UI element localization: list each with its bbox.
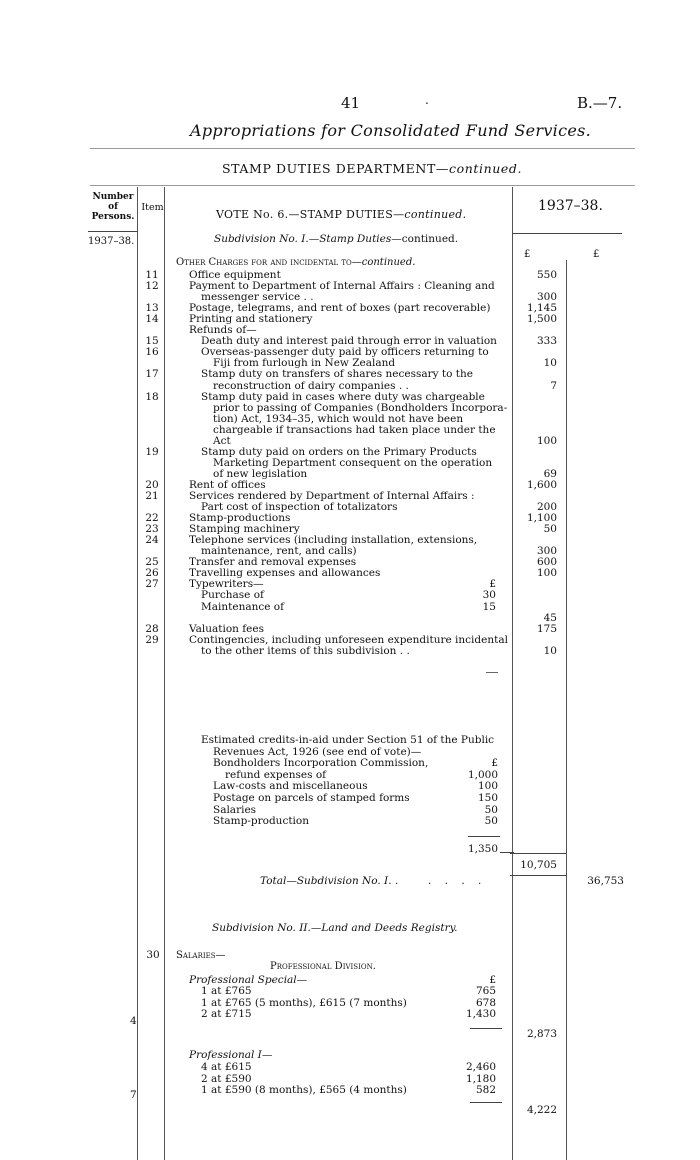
salary-line: 1 at £590 (8 months), £565 (4 months) bbox=[201, 1084, 407, 1096]
credit-line: Postage on parcels of stamped forms bbox=[213, 792, 410, 804]
line-description: Typewriters— bbox=[189, 578, 264, 591]
item-number: 30 bbox=[146, 949, 160, 961]
professional-1-heading: Professional I— bbox=[189, 1049, 273, 1061]
salary-amount: 1,180 bbox=[465, 1072, 496, 1085]
line-description: Stamp-productions bbox=[189, 512, 291, 525]
line-description: Rent of offices bbox=[189, 478, 266, 491]
department-continued: continued. bbox=[449, 161, 523, 176]
line-description: Postage, telegrams, and rent of boxes (part recoverable) bbox=[189, 302, 491, 315]
inner-amount: 30 bbox=[482, 589, 496, 602]
year-header-left: 1937–38. bbox=[88, 236, 135, 247]
special-sum-rule bbox=[470, 1028, 502, 1029]
credits-total: 1,350 bbox=[467, 843, 498, 855]
line-amount: 1,600 bbox=[526, 478, 557, 491]
line-description: reconstruction of dairy companies . . bbox=[213, 379, 409, 392]
item-number: 19 bbox=[145, 445, 159, 458]
credit-amount: 100 bbox=[477, 780, 498, 793]
salaries-heading: Salaries— bbox=[176, 950, 226, 961]
line-description: Death duty and interest paid through error in valuation bbox=[201, 335, 497, 348]
item-number: 11 bbox=[145, 269, 159, 281]
line-description: Contingencies, including unforeseen expenditure incidental bbox=[189, 633, 508, 646]
line-amount: 175 bbox=[536, 622, 557, 635]
line-description: Telephone services (including installation, extensions, bbox=[189, 534, 478, 547]
line-description: Part cost of inspection of totalizators bbox=[201, 501, 398, 514]
credit-amount: 50 bbox=[484, 815, 498, 828]
subdivision-1-total-label: Total—Subdivision No. I. . bbox=[260, 875, 399, 887]
professional-division-heading: Professional Division. bbox=[270, 961, 376, 972]
line-description: Office equipment bbox=[189, 269, 281, 281]
line-description: to the other items of this subdivision . . bbox=[201, 644, 410, 657]
line-amount: 300 bbox=[536, 291, 557, 304]
item-number: 12 bbox=[145, 280, 159, 293]
line-amount: 300 bbox=[536, 545, 557, 558]
line-amount: 7 bbox=[550, 379, 557, 392]
column-rule bbox=[512, 187, 513, 1160]
item-number: 26 bbox=[145, 567, 159, 580]
column-rule bbox=[137, 187, 138, 1160]
persons-header-line: of bbox=[108, 202, 118, 212]
line-description: Fiji from furlough in New Zealand bbox=[213, 357, 396, 370]
line-amount: 1,145 bbox=[526, 302, 557, 315]
item-number: 14 bbox=[145, 313, 159, 326]
credit-line: refund expenses of bbox=[225, 768, 327, 781]
item-number: 22 bbox=[145, 512, 159, 525]
credit-line: Revenues Act, 1926 (see end of vote)— bbox=[213, 745, 422, 758]
item-number: 18 bbox=[145, 390, 159, 403]
line-amount: 550 bbox=[536, 269, 557, 281]
inner-amount: 15 bbox=[482, 600, 496, 613]
column-rule bbox=[566, 260, 567, 1160]
document-code: B.—7. bbox=[577, 94, 623, 112]
vote-title: VOTE No. 6.—STAMP DUTIES— bbox=[216, 208, 405, 221]
item-number: 27 bbox=[145, 578, 159, 591]
line-description: messenger service . . bbox=[201, 291, 314, 304]
line-description: maintenance, rent, and calls) bbox=[201, 545, 357, 558]
line-amount: 200 bbox=[536, 501, 557, 514]
salary-amount: 1,430 bbox=[465, 1008, 496, 1020]
total-leader-dots: . . . . bbox=[428, 875, 487, 887]
salary-line: 2 at £590 bbox=[201, 1072, 252, 1085]
line-amount: 100 bbox=[536, 567, 557, 580]
line-description: Travelling expenses and allowances bbox=[189, 567, 381, 580]
other-charges-title: Other Charges for and incidental to— bbox=[176, 257, 362, 268]
line-description: Stamp duty on transfers of shares necessary to the bbox=[201, 368, 473, 381]
line-description: Act bbox=[213, 434, 231, 447]
credit-line: Stamp-production bbox=[213, 815, 309, 828]
grand-total-rule bbox=[510, 875, 566, 876]
vote-continued: continued. bbox=[404, 208, 467, 221]
line-description: Stamp duty paid on orders on the Primary Products bbox=[201, 445, 477, 458]
item-header: Item bbox=[141, 202, 164, 213]
line-description: Stamp duty paid in cases where duty was chargeable bbox=[201, 390, 485, 403]
line-amount: 69 bbox=[543, 467, 557, 480]
credit-amount: 150 bbox=[477, 792, 498, 804]
item-number: 29 bbox=[145, 633, 159, 646]
persons-count: 4 bbox=[130, 1015, 137, 1027]
line-description: Valuation fees bbox=[189, 622, 264, 635]
line-description: Stamping machinery bbox=[189, 523, 300, 536]
salary-amount: 2,460 bbox=[465, 1061, 496, 1073]
credits-sum-rule bbox=[468, 836, 500, 837]
line-amount: 10 bbox=[543, 357, 557, 370]
line-description: Printing and stationery bbox=[189, 313, 313, 326]
pound-header: £ bbox=[593, 249, 600, 260]
year-header-right: 1937–38. bbox=[538, 198, 603, 214]
item-number: 20 bbox=[145, 478, 159, 491]
line-amount: 45 bbox=[543, 611, 557, 624]
subdivision-2-heading: Subdivision No. II.—Land and Deeds Registry. bbox=[212, 922, 458, 934]
credit-line: Law-costs and miscellaneous bbox=[213, 780, 368, 793]
credit-amount: £ bbox=[491, 757, 498, 770]
line-description: Payment to Department of Internal Affairs : Cleaning and bbox=[189, 280, 495, 293]
line-description: Maintenance of bbox=[201, 600, 284, 613]
item-number: 16 bbox=[145, 346, 159, 359]
persons-header-line: Number bbox=[92, 192, 134, 202]
line-amount: 1,100 bbox=[526, 512, 557, 525]
line-amount: 1,500 bbox=[526, 313, 557, 326]
p1-sum-rule bbox=[470, 1102, 502, 1103]
subdivision-1-title: Subdivision No. I.—Stamp Duties— bbox=[214, 233, 402, 245]
line-description: Refunds of— bbox=[189, 324, 257, 337]
line-amount: 600 bbox=[536, 556, 557, 569]
column-rule bbox=[164, 187, 165, 1160]
department-heading bbox=[222, 163, 522, 176]
salary-line: 1 at £765 bbox=[201, 985, 252, 997]
line-description: chargeable if transactions had taken place under the bbox=[213, 423, 496, 436]
page-title: Appropriations for Consolidated Fund Services. bbox=[190, 121, 592, 140]
title-rule bbox=[90, 148, 635, 149]
item-number: 24 bbox=[145, 534, 159, 547]
line-amount: 10 bbox=[543, 644, 557, 657]
department-name: STAMP DUTIES DEPARTMENT— bbox=[222, 161, 449, 176]
typewriter-sum-rule bbox=[486, 672, 498, 673]
item-number: 17 bbox=[145, 368, 159, 381]
persons-count: 7 bbox=[130, 1089, 137, 1101]
line-description: Services rendered by Department of Internal Affairs : bbox=[189, 490, 475, 502]
vote-heading bbox=[216, 209, 466, 220]
subdivision-1-heading bbox=[214, 234, 458, 245]
line-description: tion) Act, 1934–35, which would not have been bbox=[213, 412, 464, 425]
subdivision-1-total-amount: 10,705 bbox=[520, 859, 557, 871]
credit-line: Salaries bbox=[213, 803, 257, 816]
credit-amount: 50 bbox=[484, 803, 498, 816]
subdivision-1-continued: continued. bbox=[401, 233, 459, 245]
salary-line: 2 at £715 bbox=[201, 1008, 252, 1020]
line-description: Marketing Department consequent on the operation bbox=[213, 456, 493, 469]
line-description: Transfer and removal expenses bbox=[189, 556, 357, 569]
other-charges-heading bbox=[176, 258, 415, 268]
credit-line: Estimated credits-in-aid under Section 51 of the Public bbox=[201, 734, 495, 746]
table-top-rule bbox=[90, 185, 635, 186]
line-amount: 333 bbox=[536, 335, 557, 348]
credit-amount: 1,000 bbox=[467, 768, 498, 781]
page-number: 41 bbox=[341, 94, 361, 112]
professional-special-heading: Professional Special— bbox=[189, 974, 308, 986]
subtotal-rule bbox=[510, 853, 566, 854]
line-description: Purchase of bbox=[201, 589, 264, 602]
other-charges-continued: continued. bbox=[361, 257, 416, 268]
header-rule bbox=[88, 231, 138, 232]
item-number: 23 bbox=[145, 523, 159, 536]
line-description: prior to passing of Companies (Bondholders Incorpora- bbox=[213, 401, 508, 414]
line-amount: 100 bbox=[536, 434, 557, 447]
header-dot: . bbox=[425, 93, 429, 107]
pound-header: £ bbox=[524, 249, 531, 260]
salary-line: 4 at £615 bbox=[201, 1061, 252, 1073]
item-number: 21 bbox=[145, 490, 159, 502]
persons-header-line: Persons. bbox=[91, 212, 135, 222]
line-description: of new legislation bbox=[213, 467, 308, 480]
credit-line: Bondholders Incorporation Commission, bbox=[213, 757, 429, 770]
inner-amount: £ bbox=[489, 578, 496, 591]
line-description: Overseas-passenger duty paid by officers returning to bbox=[201, 346, 489, 359]
line-amount: 50 bbox=[543, 523, 557, 536]
item-number: 13 bbox=[145, 302, 159, 315]
professional-1-total: 4,222 bbox=[526, 1104, 557, 1116]
professional-special-total: 2,873 bbox=[526, 1028, 557, 1040]
header-rule bbox=[512, 233, 622, 234]
grand-total-amount: 36,753 bbox=[587, 875, 624, 887]
salary-line: 1 at £765 (5 months), £615 (7 months) bbox=[201, 996, 407, 1009]
item-number: 15 bbox=[145, 335, 159, 348]
pound-sign: £ bbox=[489, 974, 496, 986]
item-number: 25 bbox=[145, 556, 159, 569]
salary-amount: 765 bbox=[475, 985, 496, 997]
salary-amount: 678 bbox=[475, 996, 496, 1009]
salary-amount: 582 bbox=[475, 1084, 496, 1096]
item-number: 28 bbox=[145, 622, 159, 635]
